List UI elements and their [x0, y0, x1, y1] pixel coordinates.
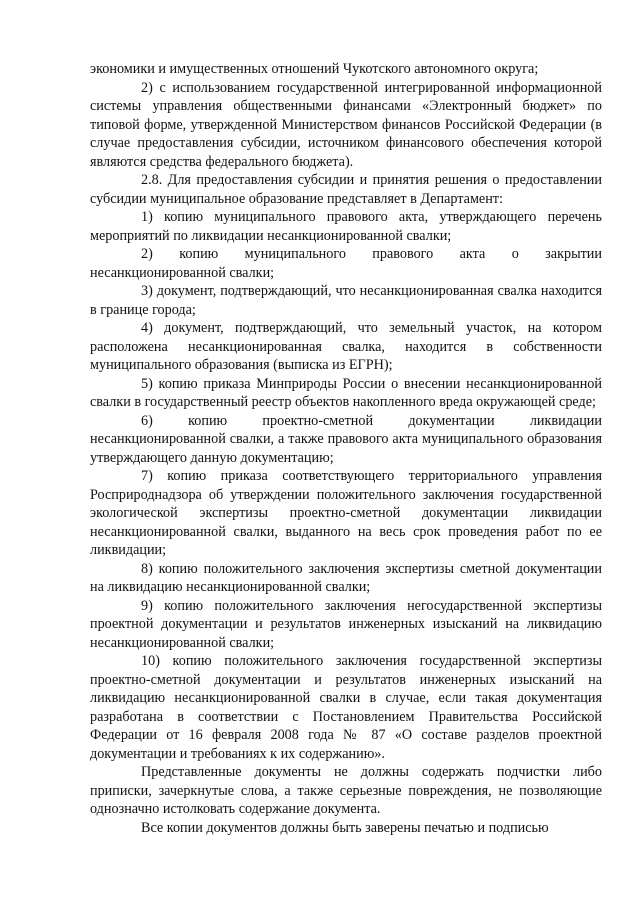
list-item-10: 10) копию положительного заключения государственной экспертизы проектно-сметной документации и результатов инженерных изысканий на ликвидацию несанкционированной свалки в случае, если такая документация разработана в соответствии с Постановлением Правительства Российской Федерации от 16 февраля 2008 года № 87 «О составе разделов проектной документации и требованиях к их содержанию». [90, 653, 602, 762]
list-item-2: 2) копию муниципального правового акта о закрытии несанкционированной свалки; [90, 246, 602, 281]
paragraph-copies-certification: Все копии документов должны быть заверены печатью и подписью [141, 819, 549, 836]
list-item-7: 7) копию приказа соответствующего территориального управления Росприроднадзора об утверждении положительного заключения государственной экологической экспертизы проектно-сметной документации ликвидации несанкционированной свалки, выданного на весь срок проведения работ по ее ликвидации; [90, 468, 602, 558]
list-item-9: 9) копию положительного заключения негосударственной экспертизы проектной документации и результатов инженерных изысканий на ликвидацию несанкционированной свалки; [90, 597, 602, 651]
paragraph-document-requirements: Представленные документы не должны содержать подчистки либо приписки, зачеркнутые слова, а также серьезные повреждения, не позволяющие однозначно истолковать содержание документа. [90, 764, 602, 817]
list-item-4: 4) документ, подтверждающий, что земельный участок, на котором расположена несанкционированная свалка, находится в собственности муниципального образования (выписка из ЕГРН); [90, 320, 602, 373]
list-item-3: 3) документ, подтверждающий, что несанкционированная свалка находится в границе города; [90, 283, 602, 318]
paragraph-section-2-8: 2.8. Для предоставления субсидии и принятия решения о предоставлении субсидии муниципальное образование представляет в Департамент: [90, 172, 602, 207]
paragraph-item-2-electronic-budget: 2) с использованием государственной интегрированной информационной системы управления общественными финансами «Электронный бюджет» по типовой форме, утвержденной Министерством финансов Российской Федерации (в случае предоставления субсидии, источником финансового обеспечения которой являются средства федерального бюджета). [90, 79, 602, 170]
document-body [90, 60, 602, 837]
list-item-1: 1) копию муниципального правового акта, утверждающего перечень мероприятий по ликвидации несанкционированной свалки; [90, 209, 602, 244]
list-item-5: 5) копию приказа Минприроды России о внесении несанкционированной свалки в государственный реестр объектов накопленного вреда окружающей среде; [90, 375, 602, 410]
paragraph-continuation: экономики и имущественных отношений Чукотского автономного округа; [90, 61, 539, 77]
list-item-8: 8) копию положительного заключения экспертизы сметной документации на ликвидацию несанкционированной свалки; [90, 560, 602, 595]
list-item-6: 6) копию проектно-сметной документации ликвидации несанкционированной свалки, а также правового акта муниципального образования утверждающего данную документацию; [90, 412, 602, 466]
